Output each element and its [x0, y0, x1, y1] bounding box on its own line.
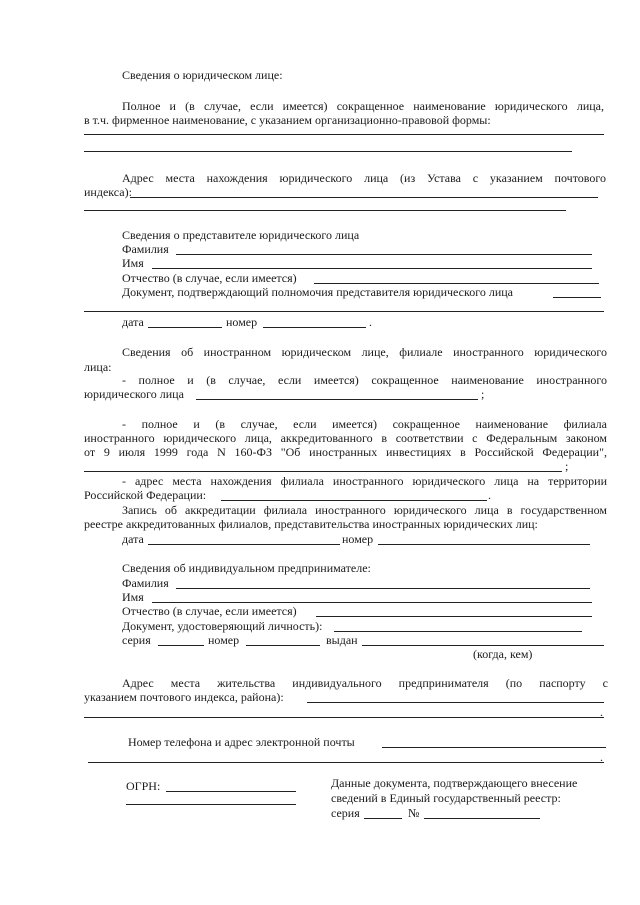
accreditation-date-field[interactable]	[148, 544, 340, 545]
ip-name-field[interactable]	[152, 602, 592, 603]
foreign-heading-line1: Сведения об иностранном юридическом лице, филиале иностранного юридического	[122, 345, 607, 359]
registry-series-field[interactable]	[364, 818, 402, 819]
rep-document-field-line1[interactable]	[553, 297, 601, 298]
ip-patronymic-field[interactable]	[316, 616, 592, 617]
branch-address-label-line1: - адрес места нахождения филиала иностранного юридического лица на территории	[122, 474, 607, 488]
ip-heading: Сведения об индивидуальном предпринимателе:	[122, 561, 371, 575]
rep-surname-field[interactable]	[176, 254, 592, 255]
rep-document-label: Документ, подтверждающий полномочия представителя юридического лица	[122, 285, 514, 299]
foreign-fullname-label-line2: юридического лица	[84, 387, 184, 401]
legal-name-label-line1: Полное и (в случае, если имеется) сокращенное наименование юридического лица,	[122, 99, 604, 113]
contacts-field-line2[interactable]	[88, 762, 604, 763]
ip-residence-dot: .	[600, 705, 603, 719]
rep-document-field-line2[interactable]	[84, 311, 604, 312]
foreign-fullname-semicolon: ;	[481, 387, 485, 401]
registry-doc-label-line2: сведений в Единый государственный реестр:	[331, 791, 561, 805]
ip-series-label: серия	[122, 633, 151, 647]
rep-patronymic-field[interactable]	[314, 283, 599, 284]
rep-name-label: Имя	[122, 256, 144, 270]
ip-surname-field[interactable]	[176, 588, 590, 589]
contacts-field-line1[interactable]	[382, 747, 606, 748]
legal-name-field-line2[interactable]	[84, 151, 572, 152]
legal-address-label-line1: Адрес места нахождения юридического лица (из Устава с указанием почтового	[122, 171, 606, 185]
accreditation-number-label: номер	[342, 532, 374, 546]
ip-name-label: Имя	[122, 590, 144, 604]
foreign-fullname-field[interactable]	[196, 399, 478, 400]
ip-document-label: Документ, удостоверяющий личность):	[122, 619, 323, 633]
registry-number-sign: №	[408, 806, 420, 820]
accreditation-number-field[interactable]	[378, 544, 590, 545]
branch-address-label-line2: Российской Федерации:	[84, 488, 207, 502]
representative-heading: Сведения о представителе юридического лица	[122, 228, 360, 242]
ip-issued-field[interactable]	[362, 645, 604, 646]
registry-series-label: серия	[331, 806, 360, 820]
accreditation-date-label: дата	[122, 532, 144, 546]
ip-residence-label-line2: указанием почтового индекса, района):	[84, 690, 284, 704]
registry-number-field[interactable]	[424, 818, 540, 819]
rep-surname-label: Фамилия	[122, 242, 169, 256]
legal-entity-heading: Сведения о юридическом лице:	[122, 68, 283, 82]
branch-name-label-line2: иностранного юридического лица, аккредитованного в соответствии с Федеральным законом	[84, 431, 607, 445]
rep-number-label: номер	[226, 315, 258, 329]
ip-document-field[interactable]	[334, 631, 582, 632]
rep-dot: .	[369, 315, 372, 329]
rep-name-field[interactable]	[152, 268, 592, 269]
rep-date-label: дата	[122, 315, 144, 329]
ip-surname-label: Фамилия	[122, 576, 169, 590]
foreign-heading-line2: лица:	[84, 360, 112, 374]
foreign-fullname-label-line1: - полное и (в случае, если имеется) сокращенное наименование иностранного	[122, 373, 607, 387]
branch-name-label-line3: от 9 июля 1999 года N 160-ФЗ "Об иностранных инвестициях в Российской Федерации",	[84, 445, 607, 459]
legal-name-field-line1[interactable]	[84, 134, 604, 135]
legal-address-field-line1[interactable]	[130, 197, 598, 198]
rep-number-field[interactable]	[263, 327, 366, 328]
ip-issued-hint: (когда, кем)	[473, 647, 533, 661]
ip-series-field[interactable]	[158, 645, 204, 646]
branch-address-field[interactable]	[221, 500, 487, 501]
legal-address-label-line2: индекса):	[84, 185, 132, 199]
ip-patronymic-label: Отчество (в случае, если имеется)	[122, 604, 297, 618]
legal-name-label-line2: в т.ч. фирменное наименование, с указанием организационно-правовой формы:	[84, 113, 491, 127]
ogrn-label: ОГРН:	[126, 779, 161, 793]
branch-name-field[interactable]	[84, 471, 562, 472]
ogrn-field-line1[interactable]	[166, 791, 296, 792]
contacts-label: Номер телефона и адрес электронной почты	[128, 735, 355, 749]
contacts-dot: .	[600, 750, 603, 764]
registry-doc-label-line1: Данные документа, подтверждающего внесение	[331, 776, 578, 790]
ip-residence-field-line2[interactable]	[84, 717, 604, 718]
ip-issued-label: выдан	[326, 633, 358, 647]
legal-address-field-line2[interactable]	[84, 210, 566, 211]
branch-name-semicolon: ;	[565, 459, 569, 473]
rep-patronymic-label: Отчество (в случае, если имеется)	[122, 271, 297, 285]
rep-date-field[interactable]	[148, 327, 222, 328]
branch-name-label-line1: - полное и (в случае, если имеется) сокращенное наименование филиала	[122, 417, 607, 431]
ip-residence-field-line1[interactable]	[307, 702, 604, 703]
branch-address-dot: .	[488, 488, 491, 502]
accreditation-label-line2: реестре аккредитованных филиалов, представительства иностранных юридических лиц:	[84, 517, 538, 531]
ip-residence-label-line1: Адрес места жительства индивидуального предпринимателя (по паспорту с	[122, 676, 608, 690]
ip-number-label: номер	[208, 633, 240, 647]
ogrn-field-line2[interactable]	[126, 804, 296, 805]
accreditation-label-line1: Запись об аккредитации филиала иностранного юридического лица в государственном	[122, 503, 607, 517]
ip-number-field[interactable]	[246, 645, 320, 646]
